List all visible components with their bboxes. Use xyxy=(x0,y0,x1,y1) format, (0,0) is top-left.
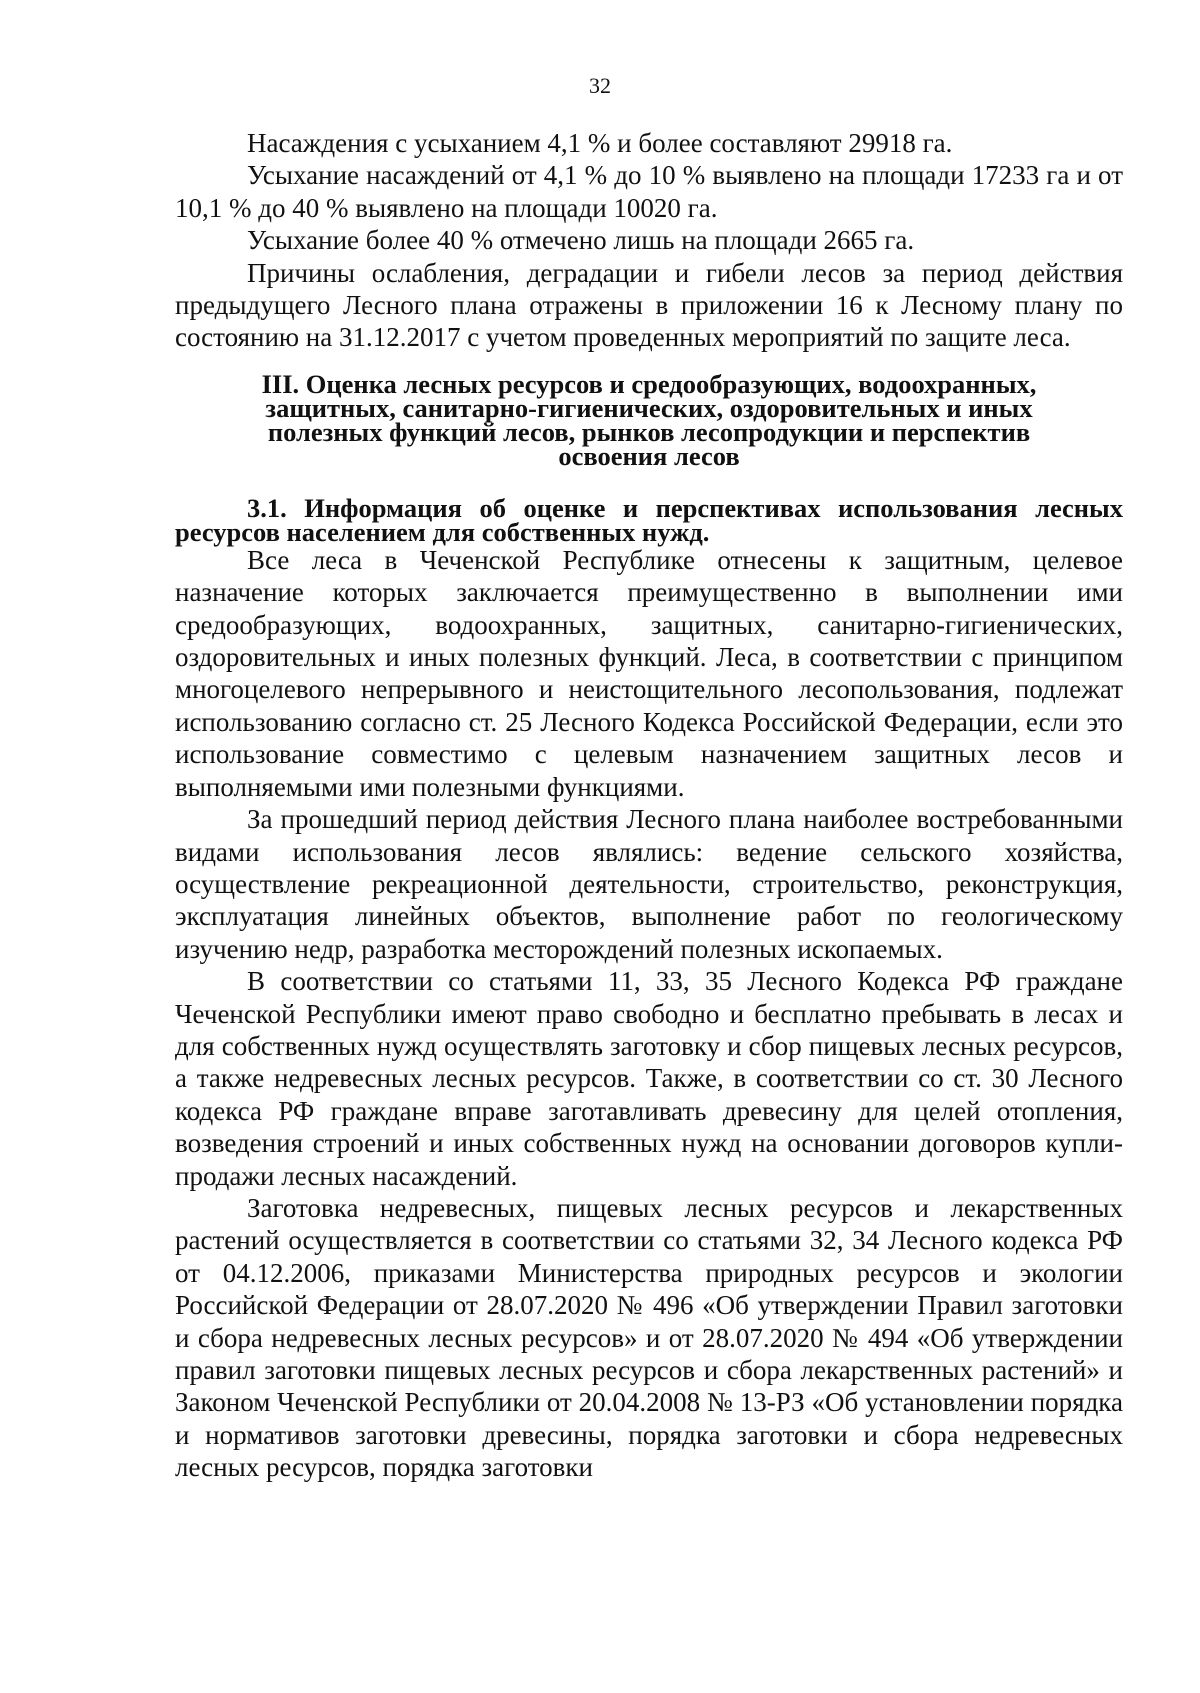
paragraph: Причины ослабления, деградации и гибели лесов за период действия предыдущего Лесного плана отражены в приложении 16 к Лесному плану по состоянию на 31.12.2017 с учетом проведенных мероприятий по защите леса. xyxy=(175,257,1123,353)
document-body xyxy=(175,127,1123,1484)
paragraph: Усыхание насаждений от 4,1 % до 10 % выявлено на площади 17233 га и от 10,1 % до 40 % выявлено на площади 10020 га. xyxy=(175,160,1123,223)
section-heading-line: защитных, санитарно-гигиенических, оздоровительных и иных xyxy=(265,392,1033,423)
section-heading xyxy=(175,368,1123,482)
paragraph: Насаждения с усыханием 4,1 % и более составляют 29918 га. xyxy=(247,128,953,158)
paragraph: За прошедший период действия Лесного плана наиболее востребованными видами использования лесов являлись: ведение сельского хозяйства, осуществление рекреационной деятельности, строительство, реконструкция, эксплуатация линейных объектов, выполнение работ по геологическому изучению недр, разработка месторождений полезных ископаемых. xyxy=(175,804,1123,964)
section-heading-line: освоения лесов xyxy=(558,440,740,471)
paragraph: Усыхание более 40 % отмечено лишь на площади 2665 га. xyxy=(247,225,915,256)
section-heading-line: полезных функций лесов, рынков лесопродукции и перспектив xyxy=(267,416,1031,447)
section-heading-line: III. Оценка лесных ресурсов и средообразующих, водоохранных, xyxy=(261,368,1037,399)
subsection-heading: 3.1. Информация об оценке и перспективах использования лесных ресурсов населением для собственных нужд. xyxy=(175,492,1123,547)
paragraph: Заготовка недревесных, пищевых лесных ресурсов и лекарственных растений осуществляется в соответствии со статьями 32, 34 Лесного кодекса РФ от 04.12.2006, приказами Министерства природных ресурсов и экологии Российской Федерации от 28.07.2020 № 496 «Об утверждении Правил заготовки и сбора недревесных лесных ресурсов» и от 28.07.2020 № 494 «Об утверждении правил заготовки пищевых лесных ресурсов и сбора лекарственных растений» и Законом Чеченской Республики от 20.04.2008 № 13-РЗ «Об установлении порядка и нормативов заготовки древесины, порядка заготовки и сбора недревесных лесных ресурсов, порядка заготовки xyxy=(175,1192,1123,1483)
paragraph: Все леса в Чеченской Республике отнесены к защитным, целевое назначение которых заключается преимущественно в выполнении ими средообразующих, водоохранных, защитных, санитарно-гигиенических, оздоровительных и иных полезных функций. Леса, в соответствии с принципом многоцелевого непрерывного и неистощительного лесопользования, подлежат использованию согласно ст. 25 Лесного Кодекса Российской Федерации, если это использование совместимо с целевым назначением защитных лесов и выполняемыми ими полезными функциями. xyxy=(175,544,1123,802)
page-number: 32 xyxy=(589,73,611,98)
paragraph: В соответствии со статьями 11, 33, 35 Лесного Кодекса РФ граждане Чеченской Республики имеют право свободно и бесплатно пребывать в лесах и для собственных нужд осуществлять заготовку и сбор пищевых лесных ресурсов, а также недревесных лесных ресурсов. Также, в соответствии со ст. 30 Лесного кодекса РФ граждане вправе заготавливать древесину для целей отопления, возведения строений и иных собственных нужд на основании договоров купли-продажи лесных насаждений. xyxy=(175,966,1123,1191)
